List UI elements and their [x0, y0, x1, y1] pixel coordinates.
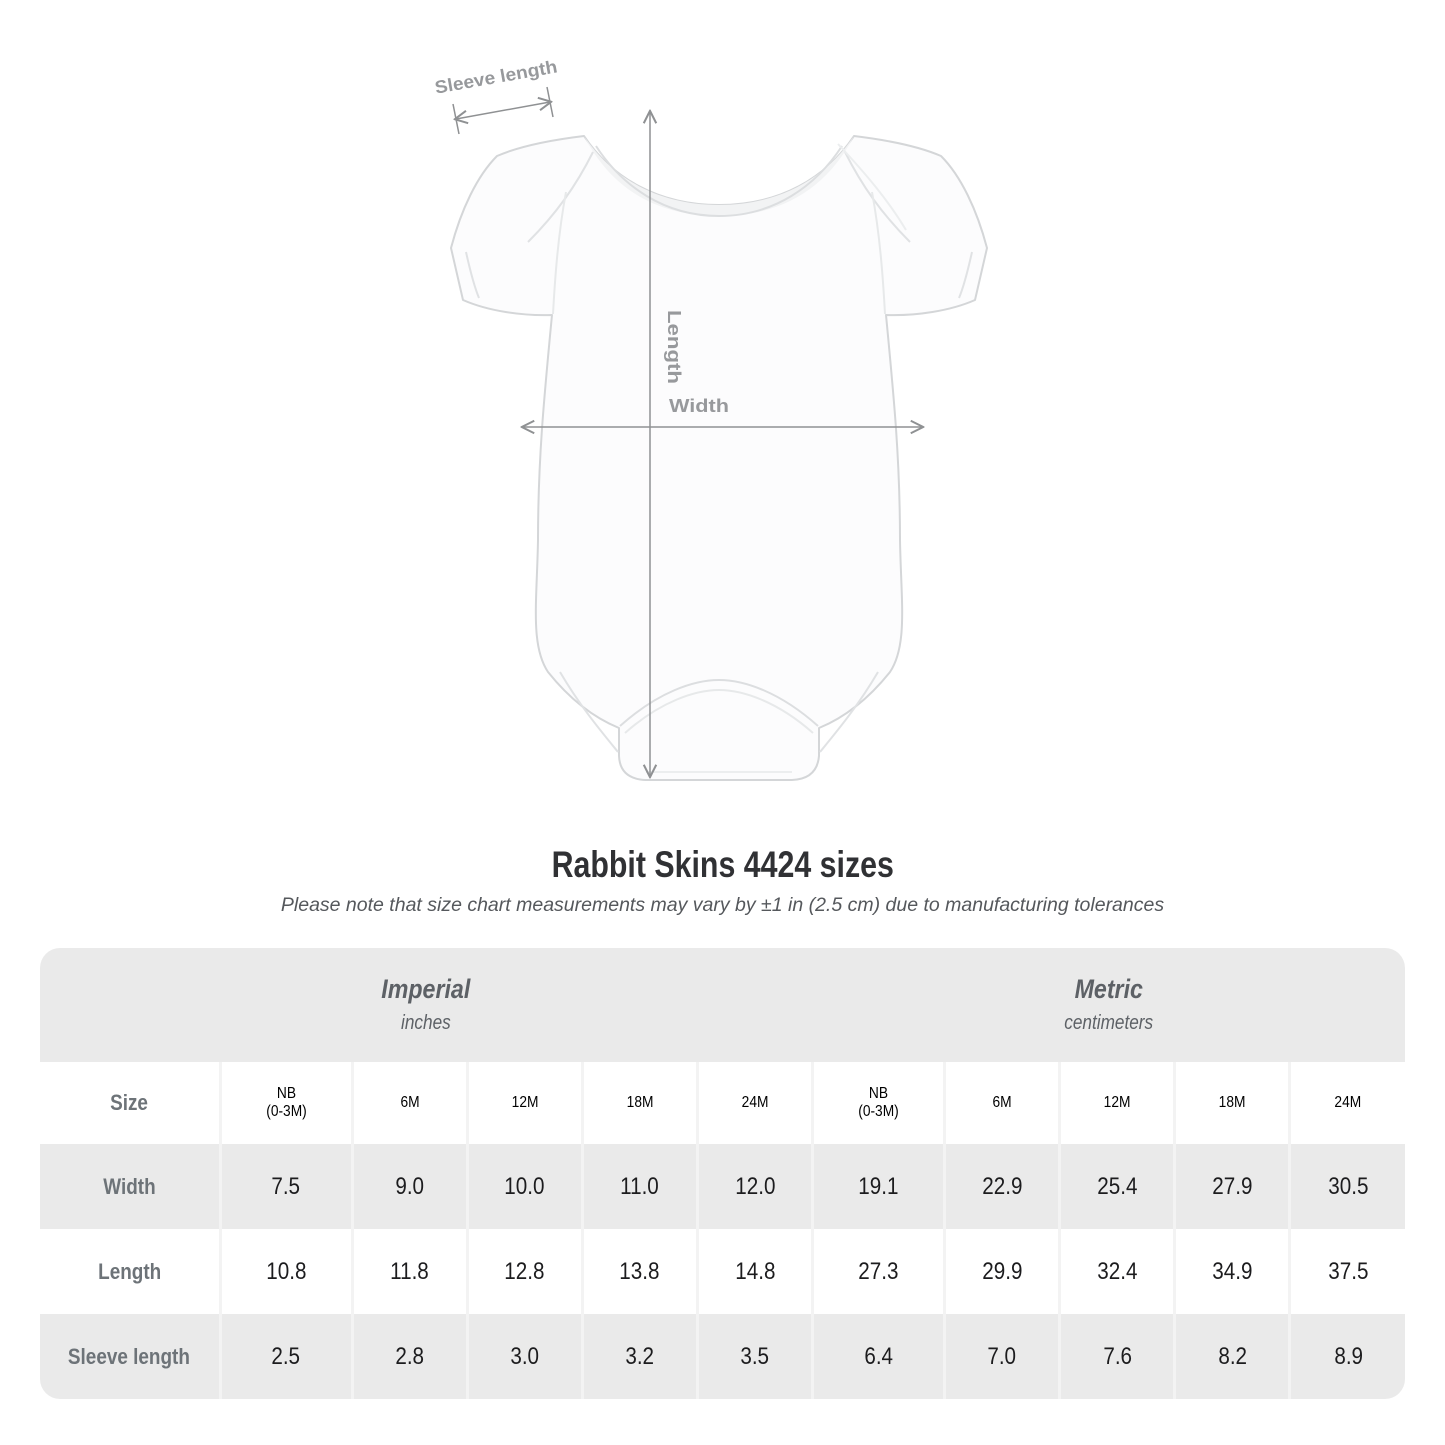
col-header-metric-18m: 18M: [1175, 1062, 1290, 1144]
col-header-imperial-18m: 18M: [582, 1062, 697, 1144]
length-imperial-24m: 14.8: [697, 1229, 812, 1314]
sleeve-metric-12m: 7.6: [1060, 1314, 1175, 1399]
sleeve-metric-6m: 7.0: [945, 1314, 1060, 1399]
sleeve-length-dimension: [453, 87, 553, 134]
width-metric-24m: 30.5: [1290, 1144, 1405, 1229]
width-metric-18m: 27.9: [1175, 1144, 1290, 1229]
table-row-width: [40, 1144, 1405, 1229]
width-imperial-12m: 10.0: [467, 1144, 582, 1229]
row-label-length: Length: [40, 1229, 220, 1314]
sleeve-imperial-12m: 3.0: [467, 1314, 582, 1399]
tolerance-note: [0, 894, 1445, 917]
sleeve-length-label: Sleeve length: [433, 57, 551, 98]
size-table: [40, 948, 1405, 1399]
col-header-imperial-24m: 24M: [697, 1062, 812, 1144]
metric-unit: centimeters: [1064, 1011, 1154, 1034]
metric-title: Metric: [1074, 974, 1143, 1005]
length-imperial-6m: 11.8: [352, 1229, 467, 1314]
length-metric-nb: 27.3: [813, 1229, 945, 1314]
length-metric-18m: 34.9: [1175, 1229, 1290, 1314]
length-imperial-nb: 10.8: [220, 1229, 352, 1314]
row-label-sleeve-length: Sleeve length: [40, 1314, 220, 1399]
width-metric-nb: 19.1: [813, 1144, 945, 1229]
table-row-length: [40, 1229, 1405, 1314]
row-label-width: Width: [40, 1144, 220, 1229]
size-table-container: [40, 948, 1405, 1399]
col-header-imperial-nb: NB (0-3M): [220, 1062, 352, 1144]
page-title: [0, 844, 1445, 886]
sleeve-metric-nb: 6.4: [813, 1314, 945, 1399]
sleeve-imperial-nb: 2.5: [220, 1314, 352, 1399]
page-title-text: Rabbit Skins 4424 sizes: [551, 844, 894, 885]
imperial-unit: inches: [401, 1011, 452, 1034]
width-imperial-nb: 7.5: [220, 1144, 352, 1229]
width-metric-12m: 25.4: [1060, 1144, 1175, 1229]
table-row-sleeve-length: [40, 1314, 1405, 1399]
col-header-imperial-6m: 6M: [352, 1062, 467, 1144]
size-corner-cell: Size: [40, 1062, 220, 1144]
sleeve-metric-24m: 8.9: [1290, 1314, 1405, 1399]
col-header-metric-24m: 24M: [1290, 1062, 1405, 1144]
imperial-section-header: [40, 948, 813, 1062]
bodysuit-illustration: [451, 136, 987, 780]
size-header-row: [40, 1062, 1405, 1144]
col-header-metric-nb: NB (0-3M): [813, 1062, 945, 1144]
unit-band-row: [40, 948, 1405, 1062]
sleeve-metric-18m: 8.2: [1175, 1314, 1290, 1399]
width-imperial-6m: 9.0: [352, 1144, 467, 1229]
length-imperial-18m: 13.8: [582, 1229, 697, 1314]
width-imperial-18m: 11.0: [582, 1144, 697, 1229]
sleeve-imperial-6m: 2.8: [352, 1314, 467, 1399]
width-label: Width: [669, 396, 729, 416]
width-metric-6m: 22.9: [945, 1144, 1060, 1229]
length-imperial-12m: 12.8: [467, 1229, 582, 1314]
col-header-metric-12m: 12M: [1060, 1062, 1175, 1144]
length-metric-24m: 37.5: [1290, 1229, 1405, 1314]
length-metric-6m: 29.9: [945, 1229, 1060, 1314]
metric-section-header: [813, 948, 1406, 1062]
width-imperial-24m: 12.0: [697, 1144, 812, 1229]
sleeve-imperial-24m: 3.5: [697, 1314, 812, 1399]
sleeve-imperial-18m: 3.2: [582, 1314, 697, 1399]
imperial-title: Imperial: [381, 974, 471, 1005]
col-header-imperial-12m: 12M: [467, 1062, 582, 1144]
length-label: Length: [664, 310, 684, 370]
length-metric-12m: 32.4: [1060, 1229, 1175, 1314]
col-header-metric-6m: 6M: [945, 1062, 1060, 1144]
tolerance-note-text: Please note that size chart measurements may vary by ±1 in (2.5 cm) due to manufacturing tolerances: [280, 894, 1165, 916]
